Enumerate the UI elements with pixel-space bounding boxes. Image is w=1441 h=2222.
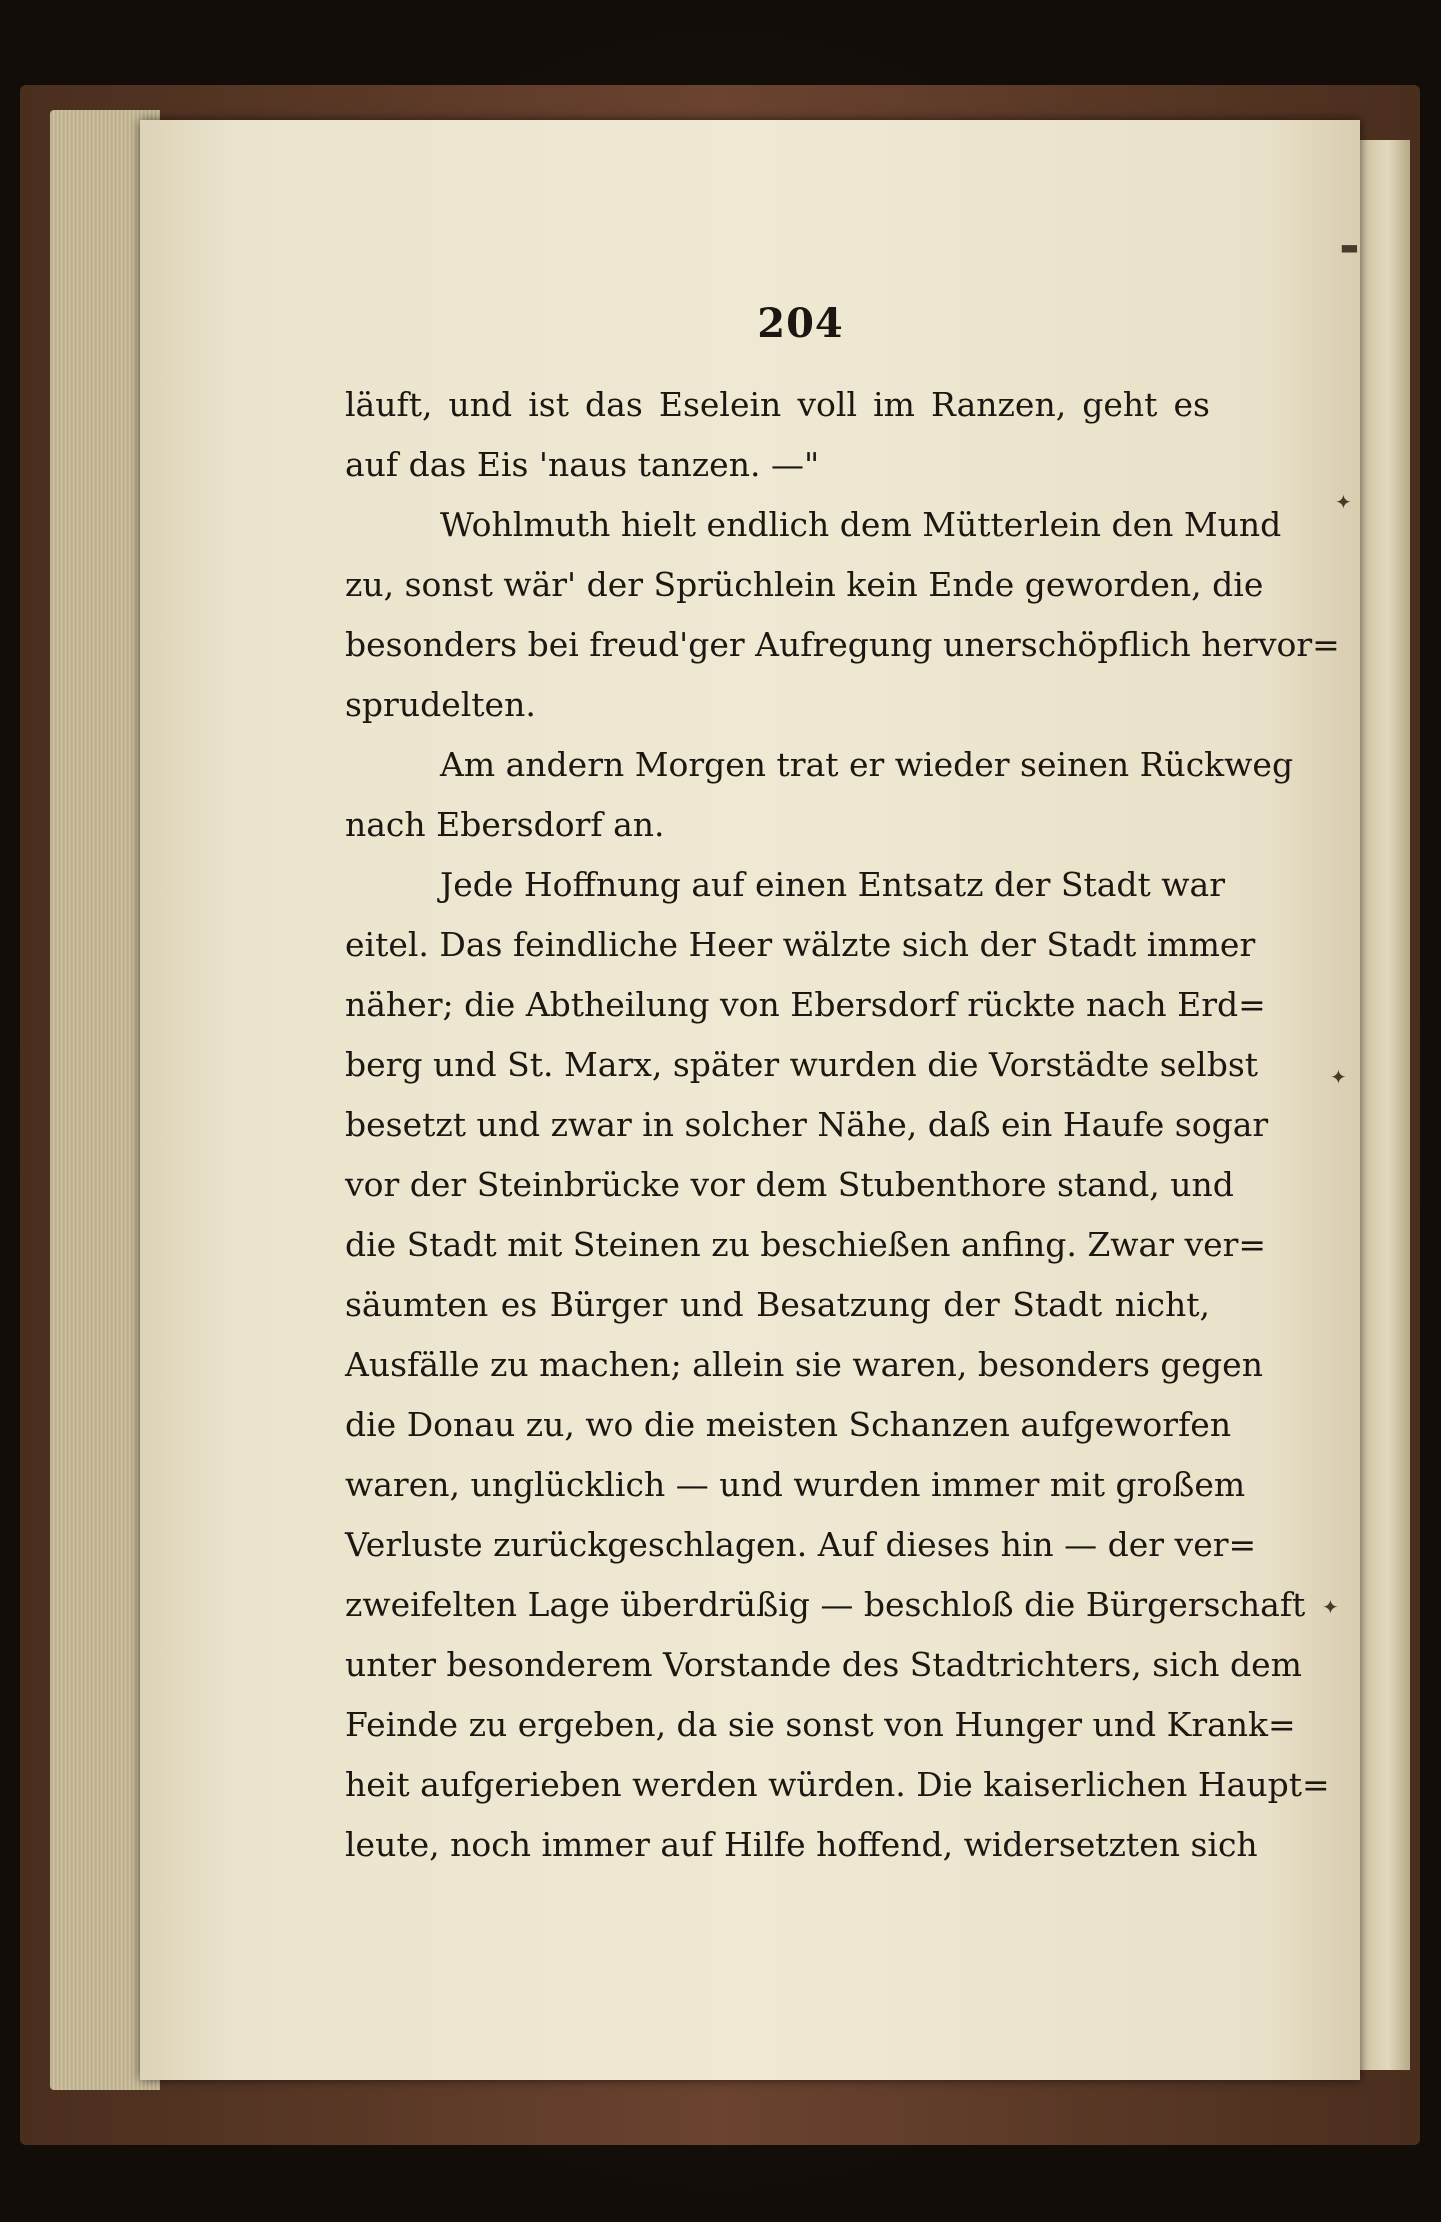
text-line: säumten es Bürger und Besatzung der Stadt nicht, (345, 1285, 1210, 1324)
margin-tick-icon: ✦ (1330, 1065, 1347, 1089)
facing-page-edge (1355, 140, 1410, 2070)
text-line: besonders bei freud'ger Aufregung unerschöpflich hervor= (345, 625, 1340, 664)
margin-dash-icon: ▬ (1340, 235, 1359, 259)
text-line: zu, sonst wär' der Sprüchlein kein Ende geworden, die (345, 565, 1264, 604)
text-line: besetzt und zwar in solcher Nähe, daß ein Haufe sogar (345, 1105, 1269, 1144)
margin-tick-icon: ✦ (1335, 490, 1352, 514)
text-line: sprudelten. (345, 685, 536, 724)
text-line: eitel. Das feindliche Heer wälzte sich der Stadt immer (345, 925, 1256, 964)
text-line: die Stadt mit Steinen zu beschießen anfing. Zwar ver= (345, 1225, 1267, 1264)
margin-tick-icon: ✦ (1322, 1595, 1339, 1619)
text-line: auf das Eis 'naus tanzen. —" (345, 445, 820, 484)
text-line: läuft, und ist das Eselein voll im Ranzen, geht es (345, 385, 1210, 424)
page-number: 204 (757, 300, 844, 347)
text-line: zweifelten Lage überdrüßig — beschloß die Bürgerschaft (345, 1585, 1306, 1624)
page-number-container (0, 300, 1441, 347)
text-line: die Donau zu, wo die meisten Schanzen aufgeworfen (345, 1405, 1232, 1444)
text-line: Feinde zu ergeben, da sie sonst von Hunger und Krank= (345, 1705, 1296, 1744)
text-line: berg und St. Marx, später wurden die Vorstädte selbst (345, 1045, 1259, 1084)
text-line: Am andern Morgen trat er wieder seinen Rückweg (440, 745, 1294, 784)
text-line: unter besonderem Vorstande des Stadtrichters, sich dem (345, 1645, 1302, 1684)
text-line: waren, unglücklich — und wurden immer mit großem (345, 1465, 1246, 1504)
text-line: nach Ebersdorf an. (345, 805, 665, 844)
text-line: vor der Steinbrücke vor dem Stubenthore stand, und (345, 1165, 1234, 1204)
text-line: heit aufgerieben werden würden. Die kaiserlichen Haupt= (345, 1765, 1330, 1804)
text-line: näher; die Abtheilung von Ebersdorf rückte nach Erd= (345, 985, 1266, 1024)
text-line: Ausfälle zu machen; allein sie waren, besonders gegen (345, 1345, 1263, 1384)
text-line: Jede Hoffnung auf einen Entsatz der Stadt war (440, 865, 1225, 904)
body-text (345, 375, 1340, 1875)
text-line: Wohlmuth hielt endlich dem Mütterlein den Mund (440, 505, 1282, 544)
text-line: Verluste zurückgeschlagen. Auf dieses hin — der ver= (345, 1525, 1257, 1564)
text-line: leute, noch immer auf Hilfe hoffend, widersetzten sich (345, 1825, 1258, 1864)
